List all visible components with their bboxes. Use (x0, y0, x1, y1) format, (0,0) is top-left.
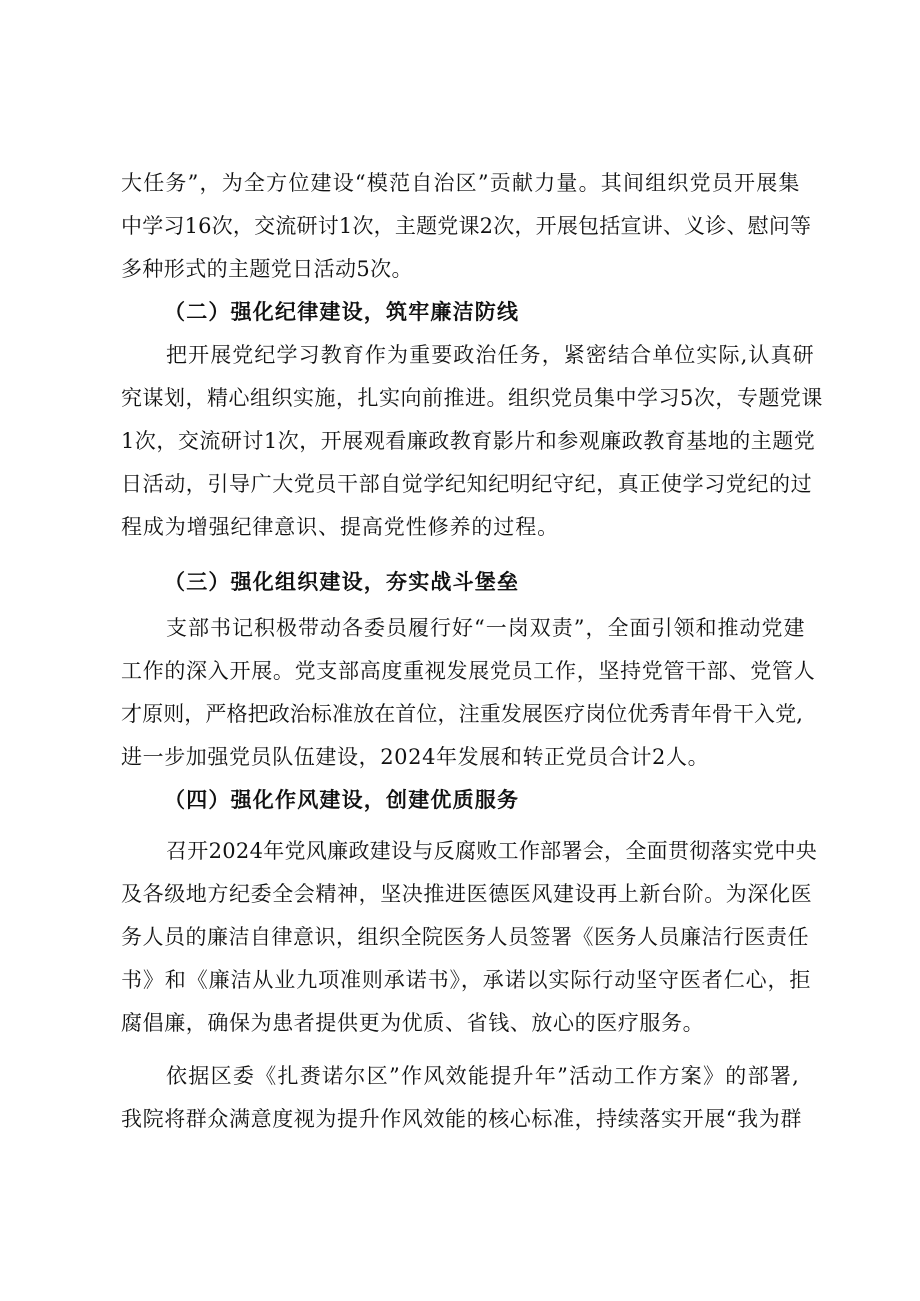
paragraph-4-line-2: 及各级地方纪委全会精神，坚决推进医德医风建设再上新台阶。为深化医 (121, 882, 813, 906)
paragraph-5-line-1: 依据区委《扎赉诺尔区”作风效能提升年”活动工作方案》的部署, (166, 1064, 801, 1088)
paragraph-3-line-2: 工作的深入开展。党支部高度重视发展党员工作，坚持党管干部、党管人 (121, 659, 816, 683)
paragraph-3-line-4: 进一步加强党员队伍建设，2024年发展和转正党员合计2人。 (121, 745, 710, 769)
paragraph-1-line-3: 多种形式的主题党日活动5次。 (121, 257, 413, 281)
section-heading-discipline: （二）强化纪律建设，筑牢廉洁防线 (164, 300, 520, 324)
paragraph-1-line-2: 中学习16次，交流研讨1次，主题党课2次，开展包括宣讲、义诊、慰问等 (121, 214, 812, 238)
paragraph-1-line-1: 大任务”，为全方位建设“模范自治区”贡献力量。其间组织党员开展集 (121, 171, 801, 195)
paragraph-2-line-2: 究谋划，精心组织实施，扎实向前推进。组织党员集中学习5次，专题党课 (121, 386, 823, 410)
paragraph-2-line-1: 把开展党纪学习教育作为重要政治任务，紧密结合单位实际,认真研 (166, 343, 815, 367)
paragraph-3-line-1: 支部书记积极带动各委员履行好“一岗双责”，全面引领和推动党建 (166, 616, 806, 640)
paragraph-4-line-1: 召开2024年党风廉政建设与反腐败工作部署会，全面贯彻落实党中央 (166, 839, 818, 863)
paragraph-4-line-4: 书》和《廉洁从业九项准则承诺书》，承诺以实际行动坚守医者仁心，拒 (121, 968, 812, 992)
section-heading-organization: （三）强化组织建设，夯实战斗堡垒 (164, 570, 520, 594)
paragraph-4-line-5: 腐倡廉，确保为患者提供更为优质、省钱、放心的医疗服务。 (121, 1011, 705, 1035)
paragraph-2-line-4: 日活动，引导广大党员干部自觉学纪知纪明纪守纪，真正使学习党纪的过 (121, 472, 813, 496)
section-heading-work-style: （四）强化作风建设，创建优质服务 (164, 788, 520, 812)
paragraph-2-line-5: 程成为增强纪律意识、提高党性修养的过程。 (121, 515, 559, 539)
paragraph-2-line-3: 1次，交流研讨1次，开展观看廉政教育影片和参观廉政教育基地的主题党 (121, 429, 816, 453)
paragraph-4-line-3: 务人员的廉洁自律意识，组织全院医务人员签署《医务人员廉洁行医责任 (121, 925, 809, 949)
paragraph-5-line-2: 我院将群众满意度视为提升作风效能的核心标准，持续落实开展“我为群 (121, 1107, 802, 1131)
paragraph-3-line-3: 才原则，严格把政治标准放在首位，注重发展医疗岗位优秀青年骨干入党, (121, 702, 803, 726)
